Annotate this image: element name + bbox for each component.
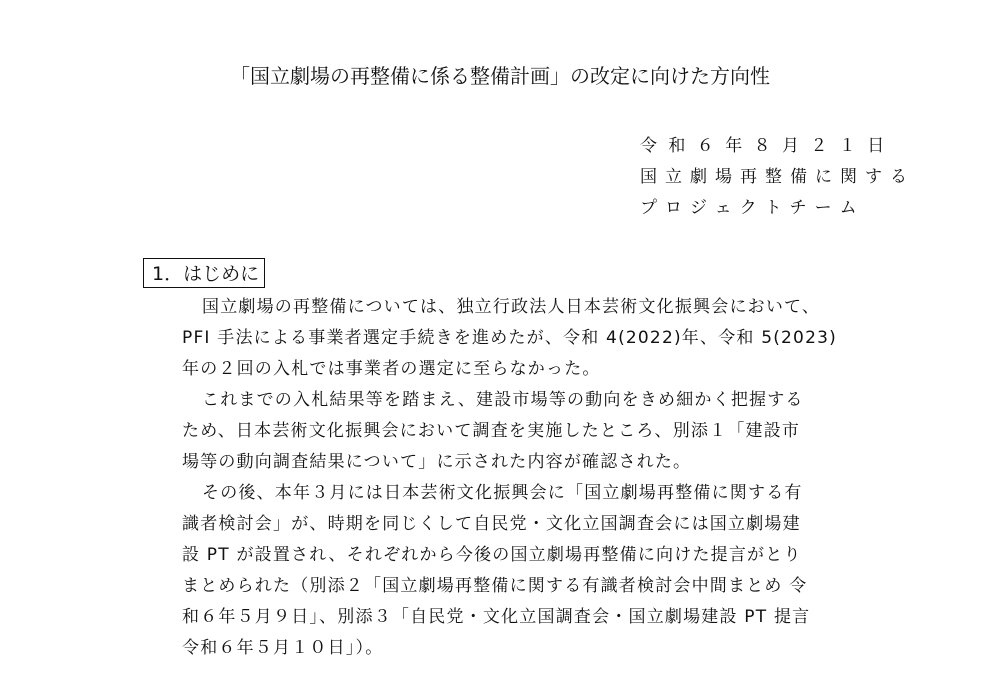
paragraph-line: 和６年５月９日」、別添３「自民党・文化立国調査会・国立劇場建設 PT 提言 (182, 607, 811, 627)
section-heading-introduction: 1．はじめに (143, 258, 265, 288)
document-date: 令 和 ６ 年 ８ 月 ２ １ 日 (640, 136, 888, 156)
paragraph-line: 場等の動向調査結果について」に示された内容が確認された。 (182, 452, 692, 472)
organization-line-1: 国立劇場再整備に関する (640, 167, 915, 187)
paragraph-line: まとめられた（別添２「国立劇場再整備に関する有識者検討会中間まとめ 令 (182, 576, 808, 596)
paragraph-line: 識者検討会」が、時期を同じくして自民党・文化立国調査会には国立劇場建 (182, 514, 801, 534)
paragraph-line: 国立劇場の再整備については、独立行政法人日本芸術文化振興会において、 (202, 297, 821, 317)
document-meta (640, 131, 915, 224)
document-title: 「国立劇場の再整備に係る整備計画」の改定に向けた方向性 (230, 64, 770, 88)
paragraph-line: その後、本年３月には日本芸術文化振興会に「国立劇場再整備に関する有 (202, 483, 803, 503)
paragraph-line: これまでの入札結果等を踏まえ、建設市場等の動向をきめ細かく把握する (202, 390, 804, 410)
paragraph-line: 年の２回の入札では事業者の選定に至らなかった。 (182, 359, 601, 379)
paragraph-line: ため、日本芸術文化振興会において調査を実施したところ、別添１「建設市 (182, 421, 801, 441)
paragraph-line: PFI 手法による事業者選定手続きを進めたが、令和 4(2022)年、令和 5(2023) (182, 328, 837, 348)
section-body-introduction (182, 292, 882, 664)
paragraph-line: 令和６年５月１０日」）。 (182, 638, 384, 658)
paragraph-line: 設 PT が設置され、それぞれから今後の国立劇場再整備に向けた提言がとり (182, 545, 802, 565)
organization-line-2: プロジェクトチーム (640, 198, 865, 218)
